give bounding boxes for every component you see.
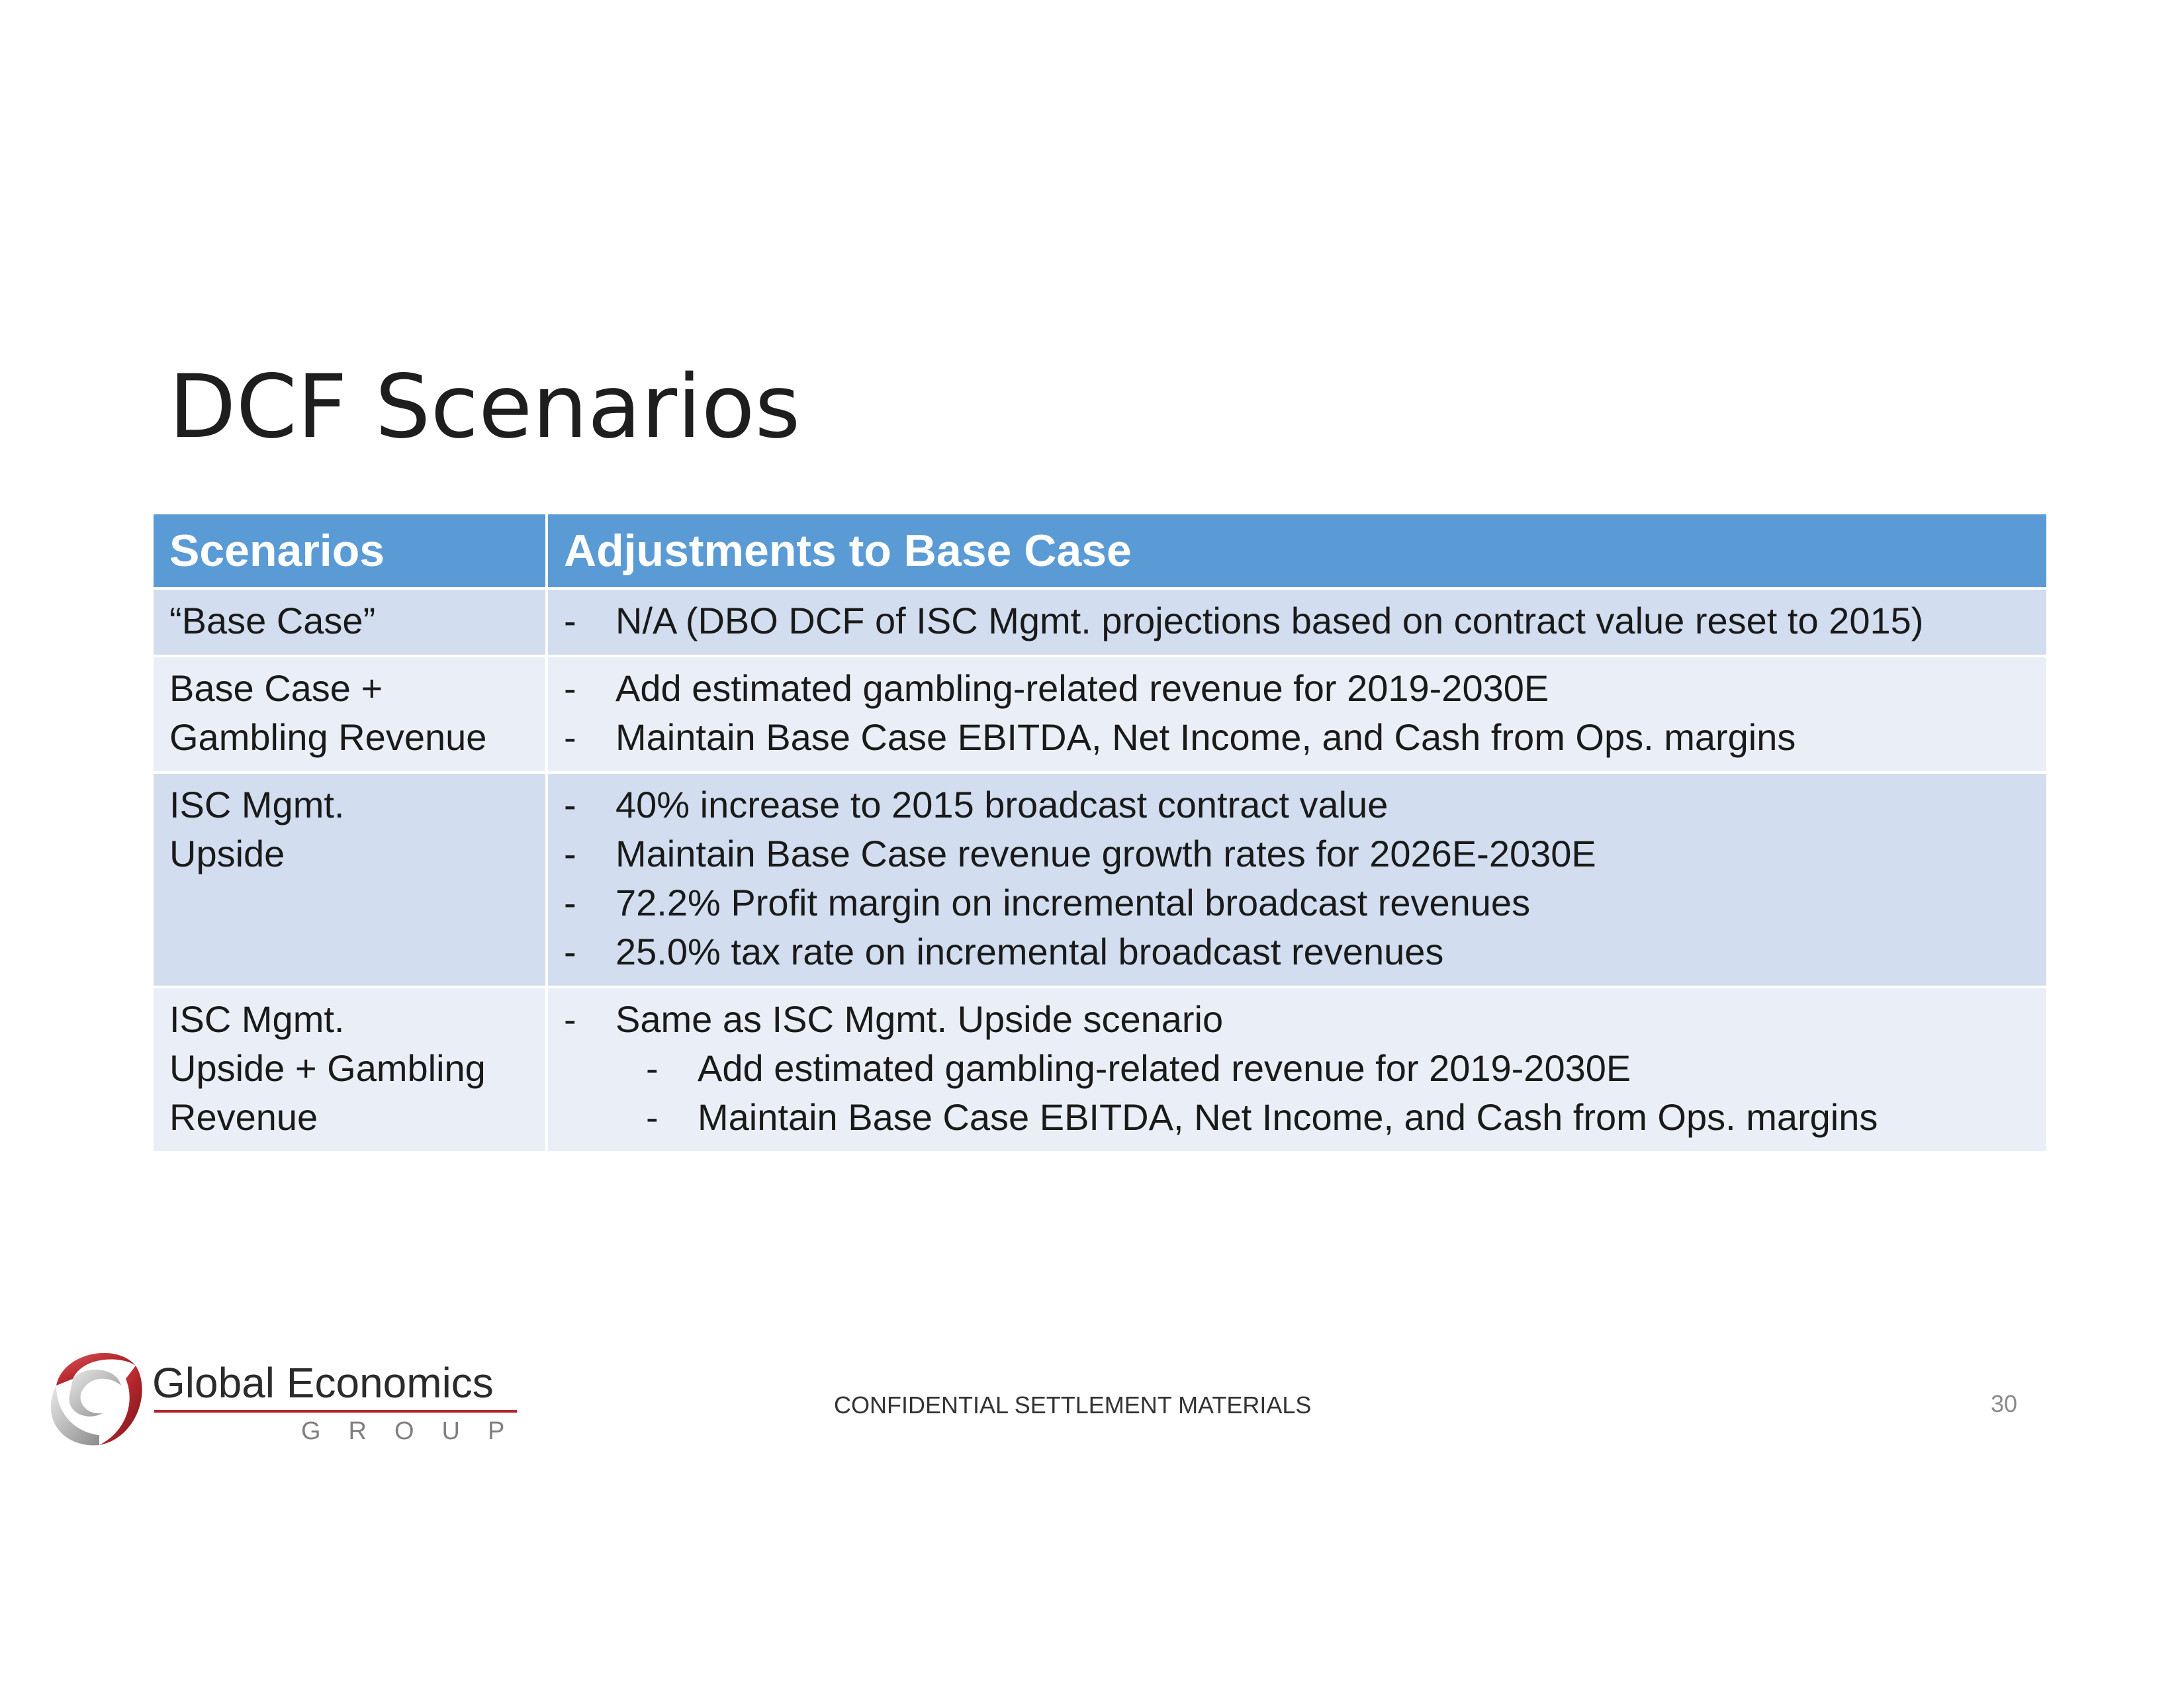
adjustments-cell xyxy=(547,987,2048,1152)
adjustments-cell xyxy=(547,656,2048,773)
logo-subtitle: GROUP xyxy=(301,1417,533,1445)
adjustment-item: - 72.2% Profit margin on incremental broadcast revenues xyxy=(564,878,2030,927)
logo-rule xyxy=(154,1410,517,1413)
table-row xyxy=(152,588,2048,656)
sub-adjustment-item: - Add estimated gambling-related revenue for 2019-2030E xyxy=(646,1044,2030,1093)
adjustments-cell xyxy=(547,773,2048,987)
scenario-name: ISC Mgmt. Upside xyxy=(152,773,547,987)
slide-title: DCF Scenarios xyxy=(169,356,801,458)
header-scenarios: Scenarios xyxy=(152,513,547,588)
adjustment-item: - N/A (DBO DCF of ISC Mgmt. projections based on contract value reset to 2015) xyxy=(564,596,2030,645)
table-row xyxy=(152,987,2048,1152)
confidential-label: CONFIDENTIAL SETTLEMENT MATERIALS xyxy=(834,1391,1312,1419)
adjustment-item: - 40% increase to 2015 broadcast contract value xyxy=(564,780,2030,829)
adjustment-item: - Same as ISC Mgmt. Upside scenario xyxy=(564,995,2030,1044)
adjustment-list xyxy=(564,596,2030,645)
scenarios-table xyxy=(151,512,2049,1154)
scenario-name: ISC Mgmt. Upside + Gambling Revenue xyxy=(152,987,547,1152)
table-row xyxy=(152,773,2048,987)
table-header-row xyxy=(152,513,2048,588)
adjustment-item: - Maintain Base Case EBITDA, Net Income, and Cash from Ops. margins xyxy=(564,713,2030,762)
scenario-name: Base Case + Gambling Revenue xyxy=(152,656,547,773)
header-adjustments: Adjustments to Base Case xyxy=(547,513,2048,588)
adjustments-cell xyxy=(547,588,2048,656)
company-logo xyxy=(36,1339,533,1452)
adjustment-item: - Maintain Base Case revenue growth rates for 2026E-2030E xyxy=(564,829,2030,878)
logo-swirl-icon xyxy=(36,1339,149,1452)
scenario-name: “Base Case” xyxy=(152,588,547,656)
sub-adjustment-item: - Maintain Base Case EBITDA, Net Income, and Cash from Ops. margins xyxy=(646,1093,2030,1142)
adjustment-list xyxy=(564,780,2030,976)
adjustment-list xyxy=(564,995,2030,1142)
adjustment-list xyxy=(564,664,2030,762)
adjustment-item: - 25.0% tax rate on incremental broadcast revenues xyxy=(564,927,2030,976)
adjustment-item: - Add estimated gambling-related revenue for 2019-2030E xyxy=(564,664,2030,713)
table-row xyxy=(152,656,2048,773)
logo-name: Global Economics xyxy=(152,1359,494,1407)
page-number: 30 xyxy=(1991,1390,2018,1417)
